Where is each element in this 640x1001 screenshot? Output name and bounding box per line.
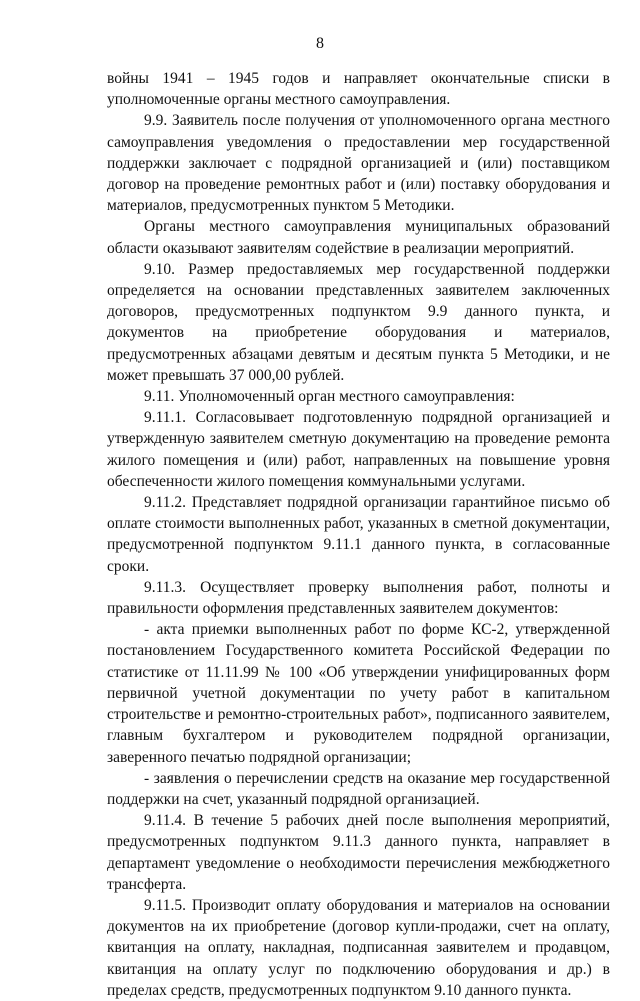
list-item-transfer-application: - заявления о перечислении средств на оказание мер государственной поддержки на счет, указанный подрядной организацией. (107, 769, 610, 808)
paragraph-9-11-2: 9.11.2. Представляет подрядной организации гарантийное письмо об оплате стоимости выполненных работ, указанных в сметной документации, предусмотренной подпунктом 9.11.1 данного пункта, в согласованные сроки. (107, 494, 610, 575)
paragraph-9-11: 9.11. Уполномоченный орган местного самоуправления: (144, 388, 515, 406)
paragraph-9-11-3: 9.11.3. Осуществляет проверку выполнения работ, полноты и правильности оформления представленных заявителем документов: (107, 578, 610, 618)
paragraph-9-11-5: 9.11.5. Производит оплату оборудования и материалов на основании документов на их приобретение (договор купли-продажи, счет на оплату, квитанция на оплату, накладная, подписанная заявителем и продавцом, квитанция на оплату услуг по подключению оборудования и др.) в пределах средств, предусмотренных подпунктом 9.10 данного пункта. (107, 896, 610, 999)
paragraph-local-authorities: Органы местного самоуправления муниципальных образований области оказывают заявителям содействие в реализации мероприятий. (107, 218, 610, 257)
paragraph-9-11-1: 9.11.1. Согласовывает подготовленную подрядной организацией и утвержденную заявителем сметную документацию на проведение ремонта жилого помещения и (или) работ, направленных на повышение уровня обеспеченности жилого помещения коммунальными услугами. (107, 409, 610, 490)
paragraph-9-10: 9.10. Размер предоставляемых мер государственной поддержки определяется на основании представленных заявителем заключенных договоров, предусмотренных подпунктом 9.9 данного пункта, и документов на приобретение оборудования и материалов, предусмотренных абзацами девятым и десятым пункта 5 Методики, и не может превышать 37 000,00 рублей. (107, 260, 610, 384)
paragraph-continuation: войны 1941 – 1945 годов и направляет окончательные списки в уполномоченные органы местного самоуправления. (107, 70, 610, 109)
paragraph-9-9: 9.9. Заявитель после получения от уполномоченного органа местного самоуправления уведомления о предоставлении мер государственной поддержки заключает с подрядной организацией и (или) поставщиком договор на проведение ремонтных работ и (или) поставку оборудования и материалов, предусмотренных пунктом 5 Методики. (107, 112, 610, 215)
page-number: 8 (316, 35, 324, 52)
paragraph-9-11-4: 9.11.4. В течение 5 рабочих дней после выполнения мероприятий, предусмотренных подпунктом 9.11.3 данного пункта, направляет в департамент уведомление о необходимости перечисления межбюджетного трансферта. (107, 812, 610, 893)
document-body (107, 68, 610, 1001)
list-item-act-ks2: - акта приемки выполненных работ по форме КС-2, утвержденной постановлением Государственного комитета Российской Федерации по статистике от 11.11.99 № 100 «Об утверждении унифицированных форм первичной учетной документации по учету работ в капитальном строительстве и ремонтно-строительных работ», подписанного заявителем, главным бухгалтером и руководителем подрядной организации, заверенного печатью подрядной организации; (107, 621, 610, 766)
